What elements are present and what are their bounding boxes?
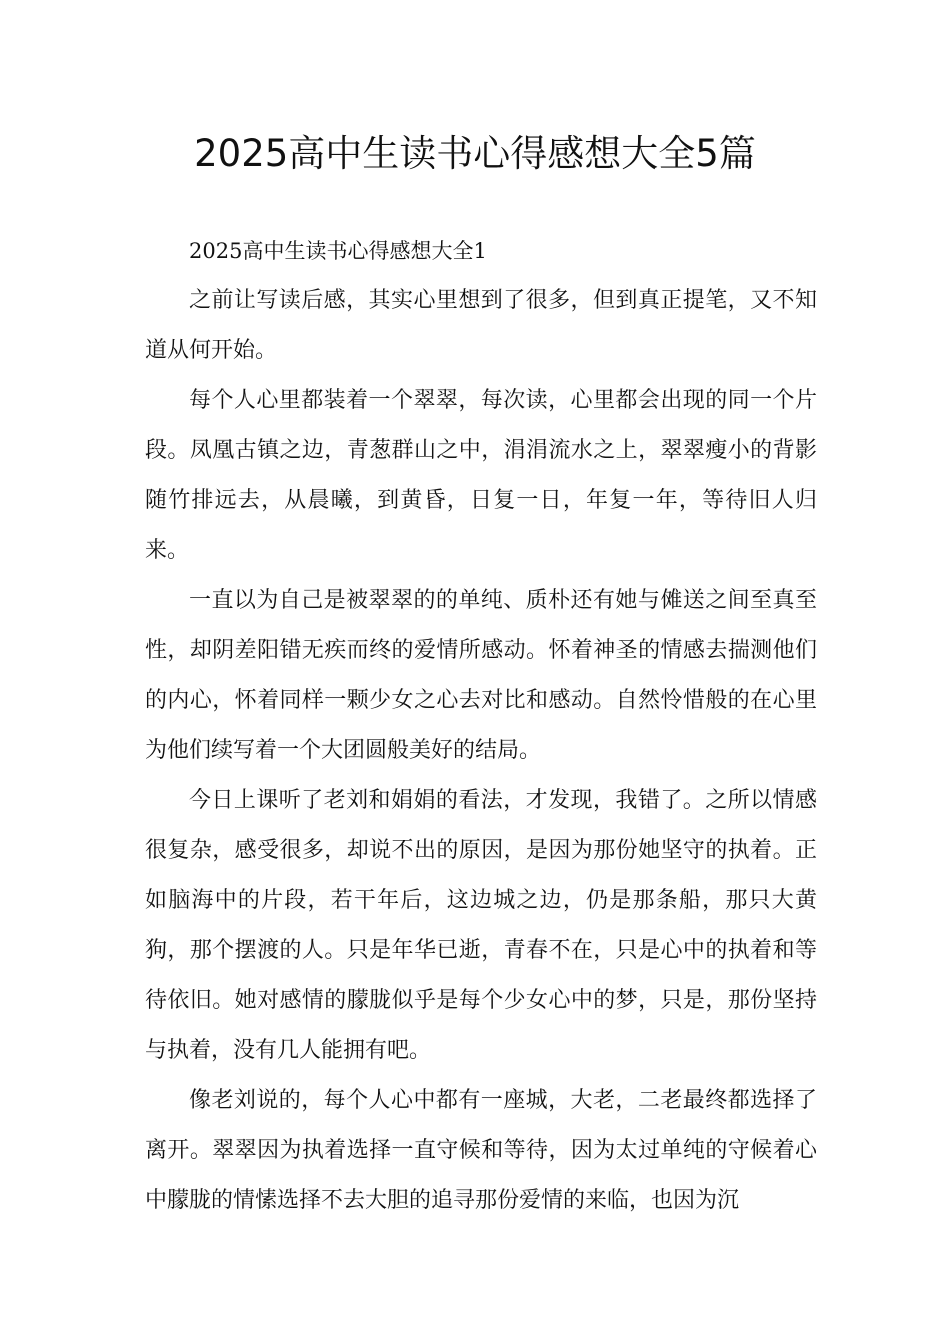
section-heading: 2025高中生读书心得感想大全1	[189, 239, 487, 263]
document-body	[145, 226, 817, 1226]
paragraph-2: 每个人心里都装着一个翠翠，每次读，心里都会出现的同一个片段。凤凰古镇之边，青葱群山之中，涓涓流水之上，翠翠瘦小的背影随竹排远去，从晨曦，到黄昏，日复一日，年复一年，等待旧人归来。	[145, 388, 817, 563]
document-title: 2025高中生读书心得感想大全5篇	[194, 132, 756, 175]
paragraph-1: 之前让写读后感，其实心里想到了很多，但到真正提笔，又不知道从何开始。	[145, 288, 817, 363]
paragraph-4: 今日上课听了老刘和娟娟的看法，才发现，我错了。之所以情感很复杂，感受很多，却说不出的原因，是因为那份她坚守的执着。正如脑海中的片段，若干年后，这边城之边，仍是那条船，那只大黄狗，那个摆渡的人。只是年华已逝，青春不在，只是心中的执着和等待依旧。她对感情的朦胧似乎是每个少女心中的梦，只是，那份坚持与执着，没有几人能拥有吧。	[145, 788, 817, 1063]
paragraph-3: 一直以为自己是被翠翠的的单纯、质朴还有她与傩送之间至真至性，却阴差阳错无疾而终的爱情所感动。怀着神圣的情感去揣测他们的内心，怀着同样一颗少女之心去对比和感动。自然怜惜般的在心里为他们续写着一个大团圆般美好的结局。	[145, 588, 817, 763]
paragraph-5: 像老刘说的，每个人心中都有一座城，大老，二老最终都选择了离开。翠翠因为执着选择一直守候和等待，因为太过单纯的守候着心中朦胧的情愫选择不去大胆的追寻那份爱情的来临，也因为沉	[145, 1088, 817, 1213]
